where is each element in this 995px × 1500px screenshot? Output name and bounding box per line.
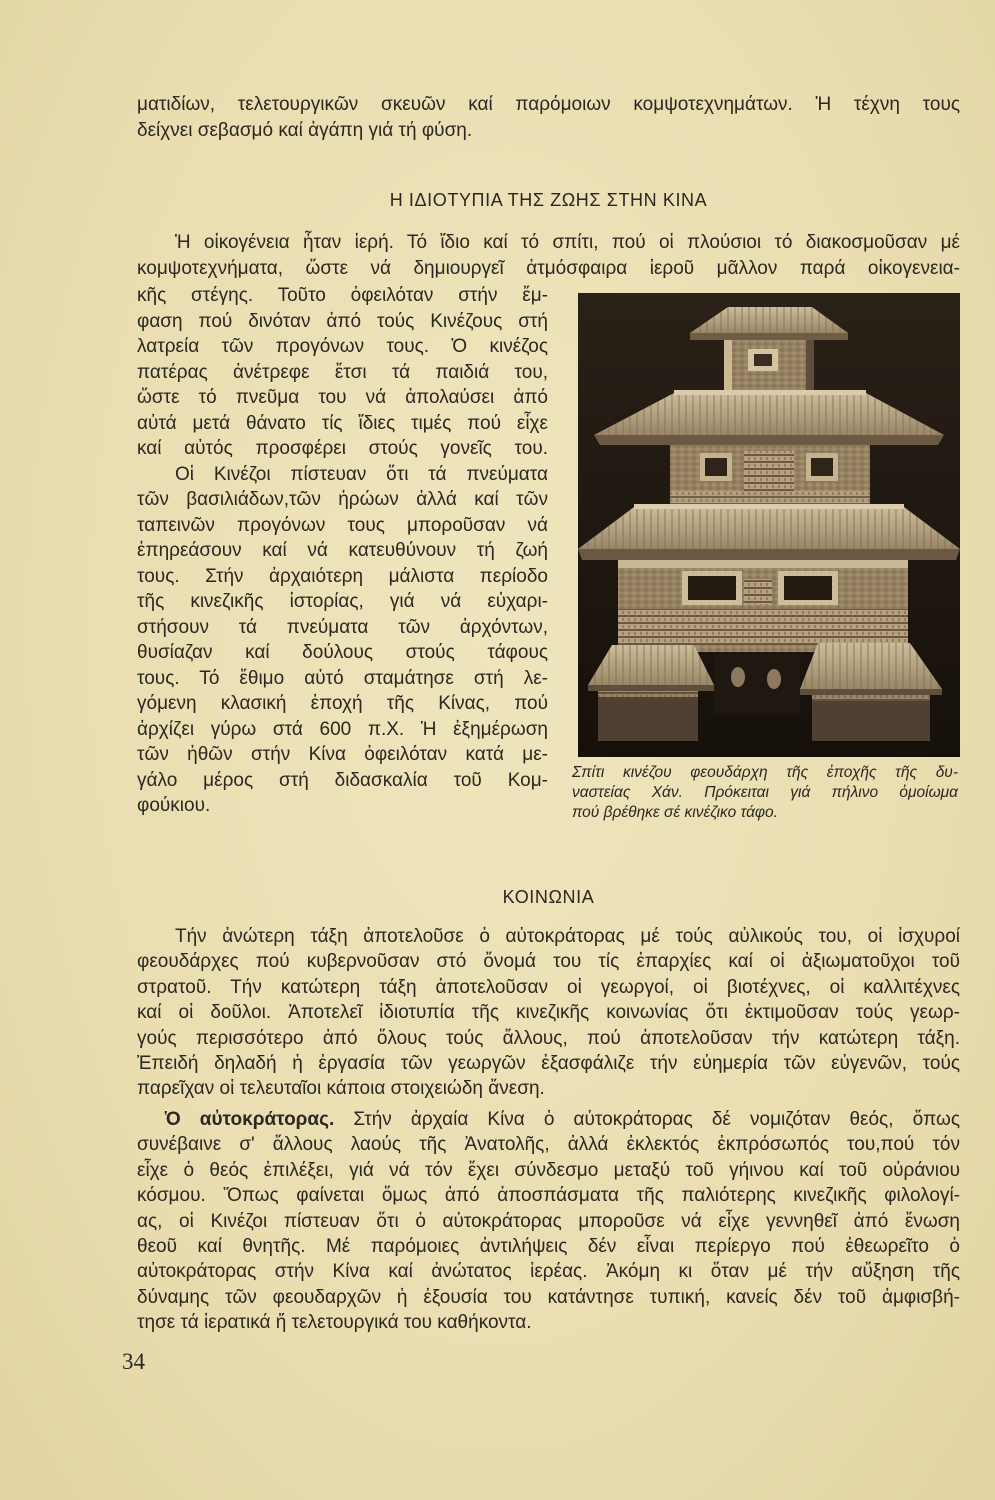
- body-line: τους. Τό ἔθιμο αὐτό σταμάτησε στή λε-: [137, 667, 548, 689]
- body-line: γάλο μέρος στή διδασκαλία τοῦ Κομ-: [137, 769, 548, 791]
- body-line: φεουδάρχες πού κυβερνοῦσαν στό ὄνομά του τίς ἐπαρχίες καί οἱ ἀξιωματοῦχοι τοῦ: [137, 951, 960, 973]
- text-column: [137, 283, 548, 819]
- body-line: παρεῖχαν οἱ τελευταῖοι κάποια στοιχειώδη ἄνεση.: [137, 1078, 545, 1100]
- body-line: Ἐπειδή δηλαδή ἡ ἐργασία τῶν γεωργῶν ἐξασφάλιζε τήν εὐημερία τῶν εὐγενῶν, τούς: [137, 1053, 960, 1075]
- body-line: γόμενη κλασική ἐποχή τῆς Κίνας, πού: [137, 693, 548, 714]
- paragraph: [137, 924, 960, 1102]
- body-line: ματιδίων, τελετουργικῶν σκευῶν καί παρόμοιων κομψοτεχνημάτων. Ἡ τέχνη τους: [137, 94, 960, 115]
- body-line: θυσίαζαν καί δούλους στούς τάφους: [137, 642, 548, 663]
- body-line: [137, 1107, 960, 1132]
- paragraph-wide-part: [137, 230, 960, 281]
- body-line: γούς περισσότερο ἀπό ὅλους τούς ἄλλους, πού ἀποτελοῦσαν τήν κατώτερη τάξη.: [137, 1027, 960, 1049]
- body-line: δύναμης τῶν φεουδαρχῶν ἡ ἐξουσία του κατάντησε τυπική, κανείς δέν τοῦ ἀμφισβή-: [137, 1286, 960, 1308]
- body-line: αὐτοκράτορας στήν Κίνα καί ἀνώτατος ἱερέας. Ἀκόμη κι ὅταν μέ τήν αὔξηση τῆς: [137, 1261, 960, 1283]
- model-middle-story: [670, 445, 870, 509]
- model-third-roof: [578, 504, 960, 560]
- run-in-heading: Ὁ αὐτοκράτορας.: [165, 1109, 335, 1130]
- section-heading: Η ΙΔΙΟΤΥΠΙΑ ΤΗΣ ΖΩΗΣ ΣΤΗΝ ΚΙΝΑ: [389, 190, 708, 210]
- section-heading: ΚΟΙΝΩΝΙΑ: [502, 887, 595, 907]
- body-line-text: Στήν ἀρχαία Κίνα ὁ αὐτοκράτορας δέ νομιζόταν θεός, ὅπως: [353, 1109, 960, 1130]
- body-line: καί οἱ δοῦλοι. Ἀποτελεῖ ἰδιοτυπία τῆς κινεζικῆς κοινωνίας ὅτι ἐκτιμοῦσαν τούς γεωρ-: [137, 1002, 960, 1024]
- body-line: ἐπηρεάσουν καί νά κατευθύνουν τή ζωή: [137, 540, 548, 561]
- body-line: κῆς στέγης. Τοῦτο ὀφειλόταν στήν ἔμ-: [137, 285, 548, 306]
- body-line: ας, οἱ Κινέζοι πίστευαν ὅτι ὁ αὐτοκράτορας μποροῦσε νά εἶχε γεννηθεῖ ἀπό ἕνωση: [137, 1210, 960, 1232]
- body-line: Τήν ἀνώτερη τάξη ἀποτελοῦσε ὁ αὐτοκράτορας μέ τούς αὐλικούς του, οἱ ἰσχυροί: [175, 926, 960, 947]
- body-line: φαση πού δινόταν ἀπό τούς Κινέζους στή: [137, 310, 548, 332]
- figure-caption: [572, 763, 958, 823]
- page-number: 34: [122, 1349, 145, 1374]
- body-line: στήσουν τά πνεύματα τῶν ἀρχόντων,: [137, 616, 548, 638]
- figure-caption-line: Σπίτι κινέζου φεουδάρχη τῆς ἐποχῆς τῆς δυ-: [572, 764, 958, 781]
- body-line: τησε τά ἱερατικά ἤ τελετουργικά του καθήκοντα.: [137, 1312, 532, 1334]
- paragraph: [137, 1107, 960, 1336]
- body-line: στρατοῦ. Τήν κατώτερη τάξη ἀποτελοῦσαν οἱ γεωργοί, οἱ βιοτέχνες, οἱ καλλιτέχνες: [137, 976, 960, 998]
- body-line: δείχνει σεβασμό καί ἀγάπη γιά τή φύση.: [137, 119, 473, 141]
- body-line: πατέρας ἀνέτρεφε ἔτσι τά παιδιά του,: [137, 361, 548, 383]
- body-line: κομψοτεχνήματα, ὥστε νά δημιουργεῖ ἀτμόσφαιρα ἱεροῦ μᾶλλον παρά οἰκογενεια-: [137, 257, 960, 279]
- figure-photo: [578, 293, 960, 757]
- body-line: Οἱ Κινέζοι πίστευαν ὅτι τά πνεύματα: [175, 463, 548, 485]
- body-line: τῆς κινεζικῆς ἱστορίας, γιά νά εὐχαρι-: [137, 591, 548, 612]
- body-line: τῶν ἠθῶν στήν Κίνα ὀφειλόταν κατά με-: [137, 744, 548, 765]
- model-top-tower: [724, 340, 814, 398]
- body-line: ταπεινῶν προγόνων τους μποροῦσαν νά: [137, 514, 548, 536]
- body-line: λατρεία τῶν προγόνων τους. Ὁ κινέζος: [137, 336, 548, 357]
- body-line: κόσμου. Ὅπως φαίνεται ὅμως ἀπό ἀποσπάσματα τῆς παλιότερης κινεζικῆς φιλολογί-: [137, 1185, 960, 1207]
- intro-paragraph: [137, 92, 960, 143]
- figure-caption-line: ναστείας Χάν. Πρόκειται γιά πήλινο ὁμοίωμα: [572, 784, 958, 801]
- body-line: τους. Στήν ἀρχαιότερη μάλιστα περίοδο: [137, 565, 548, 587]
- model-lower-story: [618, 560, 908, 652]
- figure-caption-line: πού βρέθηκε σέ κινέζικο τάφο.: [572, 804, 778, 821]
- body-line: Ἡ οἰκογένεια ἦταν ἱερή. Τό ἴδιο καί τό σπίτι, πού οἱ πλούσιοι τό διακοσμοῦσαν μέ: [175, 232, 960, 253]
- body-line: τῶν βασιλιάδων,τῶν ἡρώων ἀλλά καί τῶν: [137, 489, 548, 510]
- body-line: αὐτά μετά θάνατο τίς ἴδιες τιμές πού εἶχε: [137, 412, 548, 434]
- body-line: συνέβαινε σ' ἄλλους λαούς τῆς Ἀνατολῆς, ἀλλά ἐκλεκτός ἐκπρόσωπός του,πού τόν: [137, 1134, 960, 1156]
- figure: [578, 293, 960, 757]
- body-line: ὥστε τό πνεῦμα του νά ἀπολαύσει ἀπό: [137, 387, 548, 408]
- body-line: θεοῦ καί θνητῆς. Μέ παρόμοιες ἀντιλήψεις δέν εἶναι περίεργο πού ἐθεωρεῖτο ὁ: [137, 1236, 960, 1258]
- body-line: φούκιου.: [137, 795, 211, 816]
- body-line: καί αὐτός προσφέρει στούς γονεῖς του.: [137, 438, 548, 459]
- body-line: ἀρχίζει γύρω στά 600 π.Χ. Ἡ ἐξημέρωση: [137, 718, 548, 740]
- body-line: εἶχε ὁ θεός ἐπιλέξει, γιά νά τόν ἔχει σύνδεσμο μεταξύ τοῦ γήινου καί τοῦ οὐράνιου: [137, 1159, 960, 1181]
